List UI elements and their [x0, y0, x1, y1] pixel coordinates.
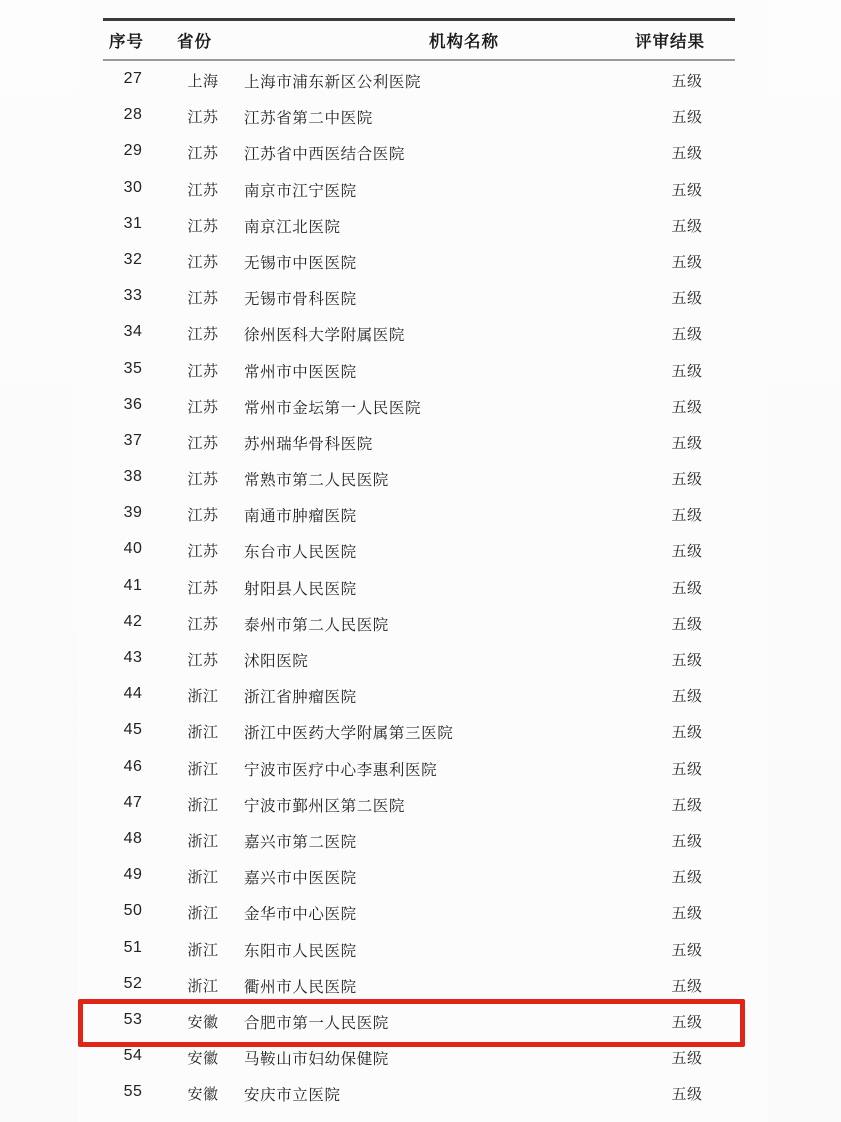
cell-name: 合肥市第一人民医院	[244, 1013, 389, 1032]
cell-province: 安徽	[187, 1085, 219, 1104]
cell-result: 五级	[671, 976, 703, 995]
cell-result: 五级	[671, 397, 703, 416]
cell-result: 五级	[671, 687, 703, 706]
cell-name: 无锡市中医医院	[244, 253, 357, 272]
cell-seq: 29	[123, 142, 143, 160]
table-row	[103, 498, 735, 534]
cell-seq: 40	[123, 540, 143, 558]
table-row	[103, 860, 735, 896]
cell-province: 江苏	[187, 433, 219, 452]
cell-province: 江苏	[187, 289, 219, 308]
table-header-row	[103, 21, 735, 59]
cell-name: 江苏省中西医结合医院	[244, 145, 406, 164]
cell-name: 常州市中医医院	[244, 362, 357, 381]
cell-name: 沭阳医院	[244, 652, 309, 670]
table-row	[103, 462, 735, 498]
cell-result: 五级	[671, 614, 703, 633]
cell-seq: 28	[123, 106, 143, 124]
cell-province: 江苏	[187, 216, 219, 235]
cell-seq: 33	[123, 287, 143, 305]
cell-seq: 34	[123, 323, 143, 341]
column-header-result: 评审结果	[635, 32, 705, 51]
cell-result: 五级	[671, 506, 703, 525]
cell-name: 浙江中医药大学附属第三医院	[244, 724, 454, 743]
table-row	[103, 317, 735, 353]
cell-seq: 37	[123, 431, 143, 449]
cell-seq: 53	[123, 1010, 143, 1028]
table-row	[103, 1005, 735, 1041]
cell-province: 安徽	[187, 1049, 219, 1068]
cell-name: 衢州市人民医院	[244, 977, 357, 996]
cell-result: 五级	[671, 1012, 703, 1031]
cell-name: 南通市肿瘤医院	[244, 507, 357, 526]
table-row	[103, 715, 735, 751]
table-row	[103, 607, 735, 643]
cell-result: 五级	[671, 289, 703, 308]
cell-seq: 47	[123, 793, 143, 811]
cell-province: 江苏	[187, 252, 219, 271]
cell-result: 五级	[671, 361, 703, 380]
cell-result: 五级	[671, 325, 703, 344]
cell-name: 宁波市鄞州区第二医院	[244, 796, 406, 815]
cell-result: 五级	[671, 868, 703, 887]
cell-seq: 44	[123, 685, 143, 703]
cell-seq: 42	[123, 612, 143, 630]
cell-result: 五级	[671, 651, 703, 669]
cell-result: 五级	[671, 1049, 703, 1068]
table-row	[103, 534, 735, 570]
cell-result: 五级	[671, 831, 703, 850]
cell-province: 浙江	[187, 940, 219, 959]
cell-result: 五级	[671, 72, 703, 90]
cell-result: 五级	[671, 216, 703, 235]
cell-province: 江苏	[187, 651, 219, 669]
cell-name: 江苏省第二中医院	[244, 109, 373, 128]
cell-province: 浙江	[187, 976, 219, 995]
cell-seq: 55	[123, 1083, 143, 1101]
table-row	[103, 679, 735, 715]
cell-seq: 45	[123, 721, 143, 739]
cell-province: 江苏	[187, 542, 219, 561]
cell-result: 五级	[671, 433, 703, 452]
cell-province: 江苏	[187, 180, 219, 199]
cell-seq: 54	[123, 1047, 143, 1065]
cell-seq: 27	[123, 70, 143, 87]
cell-name: 安庆市立医院	[244, 1086, 341, 1105]
table-row	[103, 100, 735, 136]
cell-seq: 32	[123, 250, 143, 268]
cell-province: 浙江	[187, 904, 219, 923]
table-row	[103, 824, 735, 860]
table-body	[103, 64, 735, 1113]
cell-province: 浙江	[187, 687, 219, 706]
cell-name: 东阳市人民医院	[244, 941, 357, 960]
cell-name: 上海市浦东新区公利医院	[244, 73, 422, 91]
cell-seq: 50	[123, 902, 143, 920]
table-row	[103, 64, 735, 100]
cell-name: 徐州医科大学附属医院	[244, 326, 406, 345]
cell-result: 五级	[671, 252, 703, 271]
cell-name: 苏州瑞华骨科医院	[244, 434, 373, 453]
cell-result: 五级	[671, 723, 703, 742]
cell-seq: 48	[123, 829, 143, 847]
column-header-province: 省份	[177, 32, 212, 51]
table-row	[103, 281, 735, 317]
cell-province: 江苏	[187, 578, 219, 597]
cell-result: 五级	[671, 940, 703, 959]
cell-name: 无锡市骨科医院	[244, 290, 357, 309]
table-row	[103, 173, 735, 209]
table-row	[103, 1077, 735, 1113]
cell-result: 五级	[671, 144, 703, 163]
table-row	[103, 969, 735, 1005]
cell-province: 上海	[187, 72, 219, 90]
cell-seq: 31	[123, 214, 143, 232]
cell-name: 常熟市第二人民医院	[244, 471, 389, 490]
column-header-name: 机构名称	[429, 32, 499, 51]
table-row	[103, 136, 735, 172]
cell-name: 金华市中心医院	[244, 905, 357, 924]
cell-result: 五级	[671, 578, 703, 597]
cell-seq: 38	[123, 468, 143, 486]
cell-province: 江苏	[187, 506, 219, 525]
cell-name: 宁波市医疗中心李惠利医院	[244, 760, 438, 779]
cell-name: 泰州市第二人民医院	[244, 615, 389, 634]
cell-province: 安徽	[187, 1012, 219, 1031]
column-header-seq: 序号	[109, 32, 144, 51]
cell-seq: 30	[123, 178, 143, 196]
cell-name: 常州市金坛第一人民医院	[244, 398, 422, 417]
cell-name: 嘉兴市第二医院	[244, 832, 357, 851]
cell-result: 五级	[671, 795, 703, 814]
table-row	[103, 571, 735, 607]
cell-province: 江苏	[187, 361, 219, 380]
cell-seq: 39	[123, 504, 143, 522]
table-row	[103, 896, 735, 932]
table-row	[103, 209, 735, 245]
cell-province: 浙江	[187, 795, 219, 814]
cell-name: 南京江北医院	[244, 217, 341, 236]
cell-result: 五级	[671, 759, 703, 778]
cell-province: 浙江	[187, 831, 219, 850]
table-row	[103, 245, 735, 281]
institution-review-table	[103, 18, 735, 1113]
cell-result: 五级	[671, 904, 703, 923]
table-row	[103, 933, 735, 969]
cell-seq: 52	[123, 974, 143, 992]
cell-province: 江苏	[187, 614, 219, 633]
table-row	[103, 354, 735, 390]
table-row	[103, 752, 735, 788]
cell-province: 浙江	[187, 759, 219, 778]
cell-result: 五级	[671, 180, 703, 199]
cell-seq: 41	[123, 576, 143, 594]
cell-seq: 35	[123, 359, 143, 377]
table-row	[103, 643, 735, 679]
cell-seq: 46	[123, 757, 143, 775]
cell-province: 江苏	[187, 108, 219, 127]
cell-seq: 49	[123, 866, 143, 884]
cell-province: 江苏	[187, 144, 219, 163]
cell-seq: 43	[123, 649, 143, 666]
cell-name: 东台市人民医院	[244, 543, 357, 562]
table-header-rule	[103, 59, 735, 61]
cell-province: 江苏	[187, 325, 219, 344]
table-row	[103, 426, 735, 462]
cell-name: 嘉兴市中医医院	[244, 869, 357, 888]
table-row	[103, 390, 735, 426]
cell-result: 五级	[671, 542, 703, 561]
table-row	[103, 1041, 735, 1077]
cell-province: 浙江	[187, 723, 219, 742]
cell-result: 五级	[671, 470, 703, 489]
cell-seq: 51	[123, 938, 143, 956]
cell-province: 江苏	[187, 397, 219, 416]
cell-name: 马鞍山市妇幼保健院	[244, 1050, 389, 1069]
cell-result: 五级	[671, 108, 703, 127]
cell-province: 浙江	[187, 868, 219, 887]
cell-seq: 36	[123, 395, 143, 413]
cell-name: 射阳县人民医院	[244, 579, 357, 598]
cell-name: 南京市江宁医院	[244, 181, 357, 200]
table-row	[103, 788, 735, 824]
cell-name: 浙江省肿瘤医院	[244, 688, 357, 707]
cell-province: 江苏	[187, 470, 219, 489]
cell-result: 五级	[671, 1085, 703, 1104]
